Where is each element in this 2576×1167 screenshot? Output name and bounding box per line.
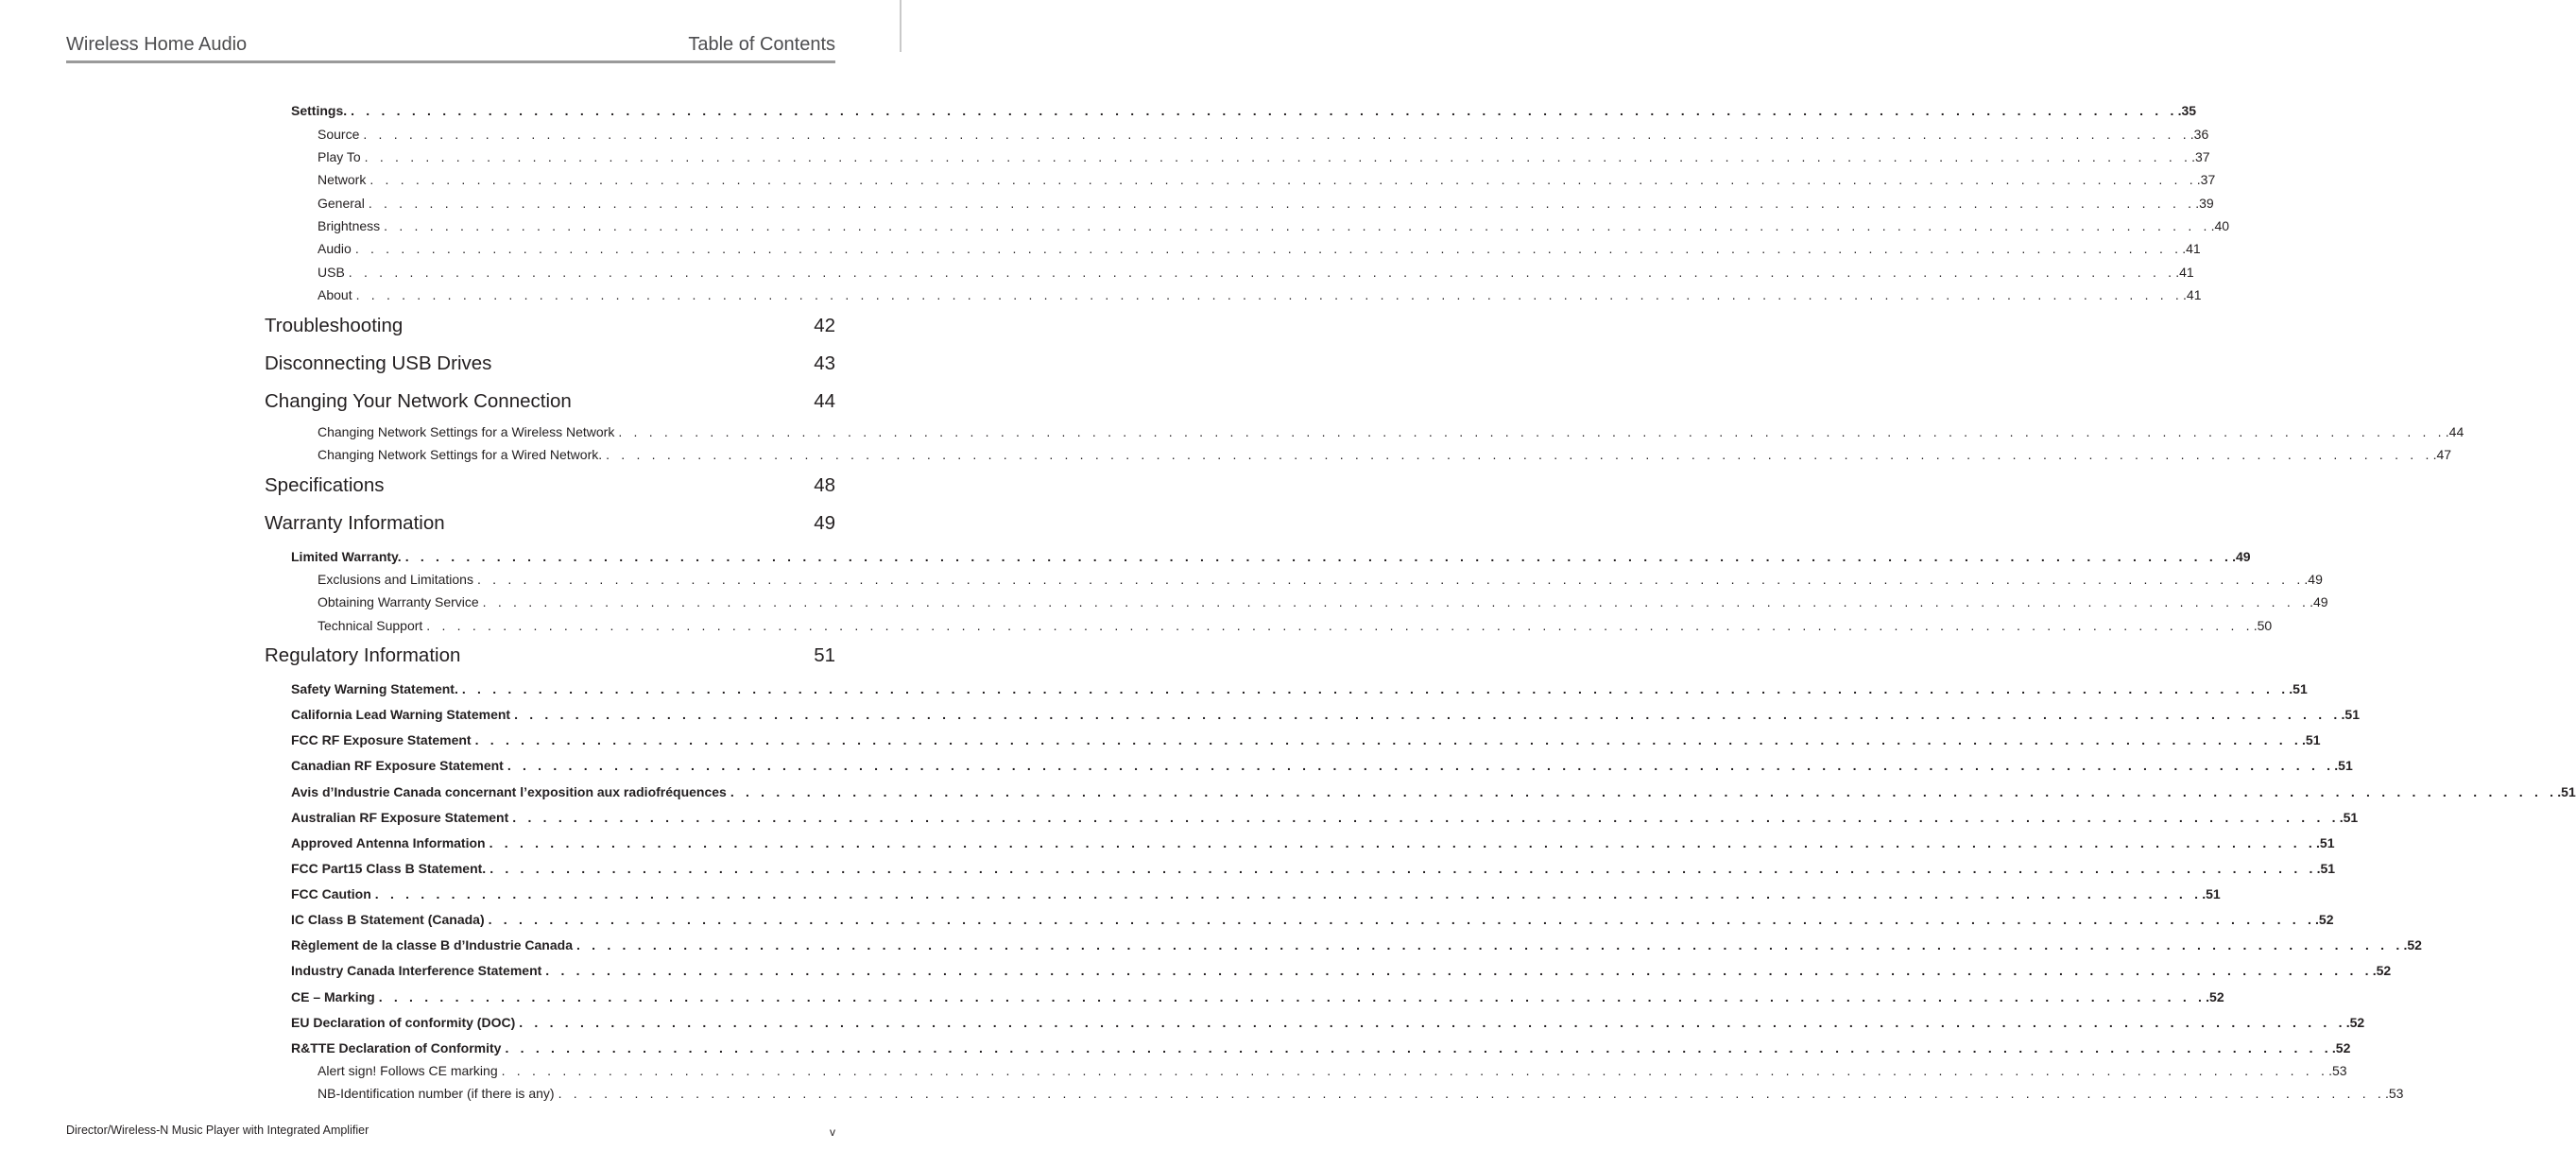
toc-entry-page: .51 bbox=[2339, 810, 2359, 825]
toc-entry-page: 49 bbox=[814, 512, 835, 534]
toc-dot-leader: . . . . . . . . . . . . . . . . . . . . . . . . . . . . . . . . . . . . . . . . . . . . . . . . . . . . . . . . . . . . . . . . . . . . . . . . . . . . . . . . . . . . . . . . . . . . . . . . . . . . . . . . . . . . . . . . . . . . . . . . bbox=[474, 732, 2303, 747]
toc-subsection-entry[interactable] bbox=[318, 241, 2201, 256]
toc-dot-leader: . . . . . . . . . . . . . . . . . . . . . . . . . . . . . . . . . . . . . . . . . . . . . . . . . . . . . . . . . . . . . . . . . . . . . . . . . . . . . . . . . . . . . . . . . . . . . . . . . . . . . . . . . . . . . . . . . . . . . . . . bbox=[730, 784, 2558, 799]
toc-subsection-entry[interactable] bbox=[318, 618, 2273, 633]
document-title: Wireless Home Audio bbox=[66, 34, 248, 55]
page-edge-mark bbox=[900, 0, 902, 52]
toc-dot-leader: . . . . . . . . . . . . . . . . . . . . . . . . . . . . . . . . . . . . . . . . . . . . . . . . . . . . . . . . . . . . . . . . . . . . . . . . . . . . . . . . . . . . . . . . . . . . . . . . . . . . . . . . . . . . . . . . . . . . . . . . bbox=[482, 594, 2310, 609]
toc-entry-title: Specifications bbox=[265, 474, 385, 496]
toc-section-entry[interactable] bbox=[291, 886, 2221, 901]
toc-entry-title: About bbox=[318, 287, 352, 302]
toc-entry-title: FCC RF Exposure Statement bbox=[291, 732, 472, 747]
toc-entry-title: FCC Caution bbox=[291, 886, 371, 901]
toc-entry-page: .52 bbox=[2403, 937, 2422, 952]
toc-entry-page: .51 bbox=[2557, 784, 2576, 799]
toc-entry-page: 42 bbox=[814, 315, 835, 336]
toc-entry-title: Network bbox=[318, 172, 367, 187]
toc-entry-page: 44 bbox=[814, 390, 835, 412]
toc-entry-title: Changing Network Settings for a Wired Network. bbox=[318, 447, 603, 462]
toc-entry-page: .51 bbox=[2202, 886, 2221, 901]
toc-entry-page: .51 bbox=[2341, 707, 2360, 722]
toc-subsection-entry[interactable] bbox=[318, 287, 2202, 302]
toc-dot-leader: . . . . . . . . . . . . . . . . . . . . . . . . . . . . . . . . . . . . . . . . . . . . . . . . . . . . . . . . . . . . . . . . . . . . . . . . . . . . . . . . . . . . . . . . . . . . . . . . . . . . . . . . . . . . . . . . . . . . . . . . bbox=[351, 103, 2178, 118]
toc-dot-leader: . . . . . . . . . . . . . . . . . . . . . . . . . . . . . . . . . . . . . . . . . . . . . . . . . . . . . . . . . . . . . . . . . . . . . . . . . . . . . . . . . . . . . . . . . . . . . . . . . . . . . . . . . . . . . . . . . . . . . . . . bbox=[404, 549, 2233, 564]
toc-entry-page: .52 bbox=[2315, 912, 2334, 927]
toc-entry-page: .53 bbox=[2328, 1063, 2347, 1078]
toc-dot-leader: . . . . . . . . . . . . . . . . . . . . . . . . . . . . . . . . . . . . . . . . . . . . . . . . . . . . . . . . . . . . . . . . . . . . . . . . . . . . . . . . . . . . . . . . . . . . . . . . . . . . . . . . . . . . . . . . . . . . . . . . bbox=[369, 172, 2197, 187]
toc-subsection-entry[interactable] bbox=[318, 594, 2328, 609]
toc-entry-title: Alert sign! Follows CE marking bbox=[318, 1063, 498, 1078]
toc-section-entry[interactable] bbox=[291, 784, 2576, 799]
toc-section-entry[interactable] bbox=[291, 103, 2197, 118]
toc-subsection-entry[interactable] bbox=[318, 265, 2194, 280]
toc-dot-leader: . . . . . . . . . . . . . . . . . . . . . . . . . . . . . . . . . . . . . . . . . . . . . . . . . . . . . . . . . . . . . . . . . . . . . . . . . . . . . . . . . . . . . . . . . . . . . . . . . . . . . . . . . . . . . . . . . . . . . . . . bbox=[558, 1086, 2385, 1101]
toc-entry-title: General bbox=[318, 196, 365, 211]
toc-entry-title: Brightness bbox=[318, 218, 381, 233]
toc-section-entry[interactable] bbox=[291, 1040, 2351, 1055]
toc-entry-title: R&TTE Declaration of Conformity bbox=[291, 1040, 502, 1055]
toc-section-entry[interactable] bbox=[291, 861, 2336, 876]
toc-entry-title: Limited Warranty. bbox=[291, 549, 402, 564]
toc-dot-leader: . . . . . . . . . . . . . . . . . . . . . . . . . . . . . . . . . . . . . . . . . . . . . . . . . . . . . . . . . . . . . . . . . . . . . . . . . . . . . . . . . . . . . . . . . . . . . . . . . . . . . . . . . . . . . . . . . . . . . . . . bbox=[545, 963, 2373, 978]
toc-subsection-entry[interactable] bbox=[318, 424, 2464, 439]
toc-section-entry[interactable] bbox=[291, 963, 2392, 978]
toc-entry-title: Audio bbox=[318, 241, 352, 256]
toc-entry-page: .51 bbox=[2289, 681, 2308, 696]
toc-entry-page: .52 bbox=[2331, 1040, 2351, 1055]
toc-dot-leader: . . . . . . . . . . . . . . . . . . . . . . . . . . . . . . . . . . . . . . . . . . . . . . . . . . . . . . . . . . . . . . . . . . . . . . . . . . . . . . . . . . . . . . . . . . . . . . . . . . . . . . . . . . . . . . . . . . . . . . . . bbox=[461, 681, 2290, 696]
toc-subsection-entry[interactable] bbox=[318, 172, 2216, 187]
toc-dot-leader: . . . . . . . . . . . . . . . . . . . . . . . . . . . . . . . . . . . . . . . . . . . . . . . . . . . . . . . . . . . . . . . . . . . . . . . . . . . . . . . . . . . . . . . . . . . . . . . . . . . . . . . . . . . . . . . . . . . . . . . . bbox=[501, 1063, 2329, 1078]
toc-entry-page: .41 bbox=[2175, 265, 2194, 280]
toc-entry-title: Règlement de la classe B d’Industrie Canada bbox=[291, 937, 573, 952]
toc-entry-title: EU Declaration of conformity (DOC) bbox=[291, 1015, 516, 1030]
toc-dot-leader: . . . . . . . . . . . . . . . . . . . . . . . . . . . . . . . . . . . . . . . . . . . . . . . . . . . . . . . . . . . . . . . . . . . . . . . . . . . . . . . . . . . . . . . . . . . . . . . . . . . . . . . . . . . . . . . . . . . . . . . . bbox=[519, 1015, 2346, 1030]
toc-entry-title: Avis d’Industrie Canada concernant l’exposition aux radiofréquences bbox=[291, 784, 727, 799]
toc-dot-leader: . . . . . . . . . . . . . . . . . . . . . . . . . . . . . . . . . . . . . . . . . . . . . . . . . . . . . . . . . . . . . . . . . . . . . . . . . . . . . . . . . . . . . . . . . . . . . . . . . . . . . . . . . . . . . . . . . . . . . . . . bbox=[576, 937, 2404, 952]
toc-entry-page: .44 bbox=[2445, 424, 2464, 439]
toc-entry-page: .52 bbox=[2206, 989, 2224, 1004]
toc-dot-leader: . . . . . . . . . . . . . . . . . . . . . . . . . . . . . . . . . . . . . . . . . . . . . . . . . . . . . . . . . . . . . . . . . . . . . . . . . . . . . . . . . . . . . . . . . . . . . . . . . . . . . . . . . . . . . . . . . . . . . . . . bbox=[505, 1040, 2332, 1055]
page-header bbox=[66, 34, 835, 60]
toc-section-entry[interactable] bbox=[291, 912, 2334, 927]
toc-section-entry[interactable] bbox=[291, 1015, 2365, 1030]
toc-entry-title: USB bbox=[318, 265, 345, 280]
toc-entry-title: Warranty Information bbox=[265, 512, 445, 534]
toc-entry-page: .36 bbox=[2190, 127, 2209, 142]
toc-entry-page: .39 bbox=[2195, 196, 2214, 211]
toc-subsection-entry[interactable] bbox=[318, 1063, 2347, 1078]
toc-section-entry[interactable] bbox=[291, 937, 2422, 952]
toc-entry-page: 48 bbox=[814, 474, 835, 496]
toc-section-entry[interactable] bbox=[291, 835, 2335, 850]
toc-entry-title: Technical Support bbox=[318, 618, 423, 633]
toc-entry-title: NB-Identification number (if there is any) bbox=[318, 1086, 555, 1101]
toc-entry-title: Source bbox=[318, 127, 360, 142]
toc-section-entry[interactable] bbox=[291, 758, 2353, 773]
toc-subsection-entry[interactable] bbox=[318, 149, 2210, 164]
header-divider bbox=[66, 60, 835, 63]
toc-dot-leader: . . . . . . . . . . . . . . . . . . . . . . . . . . . . . . . . . . . . . . . . . . . . . . . . . . . . . . . . . . . . . . . . . . . . . . . . . . . . . . . . . . . . . . . . . . . . . . . . . . . . . . . . . . . . . . . . . . . . . . . . bbox=[512, 810, 2340, 825]
toc-entry-title: California Lead Warning Statement bbox=[291, 707, 511, 722]
toc-section-entry[interactable] bbox=[291, 989, 2224, 1004]
toc-entry-title: Regulatory Information bbox=[265, 644, 461, 666]
toc-entry-page: .51 bbox=[2316, 835, 2335, 850]
section-title: Table of Contents bbox=[688, 34, 835, 55]
toc-subsection-entry[interactable] bbox=[318, 196, 2214, 211]
toc-dot-leader: . . . . . . . . . . . . . . . . . . . . . . . . . . . . . . . . . . . . . . . . . . . . . . . . . . . . . . . . . . . . . . . . . . . . . . . . . . . . . . . . . . . . . . . . . . . . . . . . . . . . . . . . . . . . . . . . . . . . . . . . bbox=[514, 707, 2342, 722]
footer-product-name: Director/Wireless-N Music Player with Integrated Amplifier bbox=[66, 1124, 369, 1137]
toc-dot-leader: . . . . . . . . . . . . . . . . . . . . . . . . . . . . . . . . . . . . . . . . . . . . . . . . . . . . . . . . . . . . . . . . . . . . . . . . . . . . . . . . . . . . . . . . . . . . . . . . . . . . . . . . . . . . . . . . . . . . . . . . bbox=[355, 287, 2184, 302]
toc-dot-leader: . . . . . . . . . . . . . . . . . . . . . . . . . . . . . . . . . . . . . . . . . . . . . . . . . . . . . . . . . . . . . . . . . . . . . . . . . . . . . . . . . . . . . . . . . . . . . . . . . . . . . . . . . . . . . . . . . . . . . . . . bbox=[476, 572, 2305, 587]
toc-dot-leader: . . . . . . . . . . . . . . . . . . . . . . . . . . . . . . . . . . . . . . . . . . . . . . . . . . . . . . . . . . . . . . . . . . . . . . . . . . . . . . . . . . . . . . . . . . . . . . . . . . . . . . . . . . . . . . . . . . . . . . . . bbox=[364, 149, 2192, 164]
toc-chapter-entry[interactable] bbox=[265, 474, 835, 497]
toc-dot-leader: . . . . . . . . . . . . . . . . . . . . . . . . . . . . . . . . . . . . . . . . . . . . . . . . . . . . . . . . . . . . . . . . . . . . . . . . . . . . . . . . . . . . . . . . . . . . . . . . . . . . . . . . . . . . . . . . . . . . . . . . bbox=[374, 886, 2203, 901]
toc-entry-title: Obtaining Warranty Service bbox=[318, 594, 479, 609]
toc-entry-title: Safety Warning Statement. bbox=[291, 681, 458, 696]
toc-dot-leader: . . . . . . . . . . . . . . . . . . . . . . . . . . . . . . . . . . . . . . . . . . . . . . . . . . . . . . . . . . . . . . . . . . . . . . . . . . . . . . . . . . . . . . . . . . . . . . . . . . . . . . . . . . . . . . . . . . . . . . . . bbox=[488, 912, 2316, 927]
toc-entry-title: Play To bbox=[318, 149, 361, 164]
toc-entry-title: Canadian RF Exposure Statement bbox=[291, 758, 504, 773]
toc-dot-leader: . . . . . . . . . . . . . . . . . . . . . . . . . . . . . . . . . . . . . . . . . . . . . . . . . . . . . . . . . . . . . . . . . . . . . . . . . . . . . . . . . . . . . . . . . . . . . . . . . . . . . . . . . . . . . . . . . . . . . . . . bbox=[489, 861, 2317, 876]
toc-entry-title: Changing Network Settings for a Wireless Network bbox=[318, 424, 615, 439]
toc-entry-page: .37 bbox=[2196, 172, 2216, 187]
toc-entry-page: .51 bbox=[2302, 732, 2321, 747]
toc-entry-page: .49 bbox=[2304, 572, 2323, 587]
toc-section-entry[interactable] bbox=[291, 732, 2321, 747]
toc-chapter-entry[interactable] bbox=[265, 315, 835, 337]
toc-dot-leader: . . . . . . . . . . . . . . . . . . . . . . . . . . . . . . . . . . . . . . . . . . . . . . . . . . . . . . . . . . . . . . . . . . . . . . . . . . . . . . . . . . . . . . . . . . . . . . . . . . . . . . . . . . . . . . . . . . . . . . . . bbox=[384, 218, 2211, 233]
toc-entry-title: Changing Your Network Connection bbox=[265, 390, 572, 412]
toc-section-entry[interactable] bbox=[291, 707, 2360, 722]
toc-dot-leader: . . . . . . . . . . . . . . . . . . . . . . . . . . . . . . . . . . . . . . . . . . . . . . . . . . . . . . . . . . . . . . . . . . . . . . . . . . . . . . . . . . . . . . . . . . . . . . . . . . . . . . . . . . . . . . . . . . . . . . . . bbox=[507, 758, 2335, 773]
toc-entry-page: .37 bbox=[2191, 149, 2210, 164]
toc-dot-leader: . . . . . . . . . . . . . . . . . . . . . . . . . . . . . . . . . . . . . . . . . . . . . . . . . . . . . . . . . . . . . . . . . . . . . . . . . . . . . . . . . . . . . . . . . . . . . . . . . . . . . . . . . . . . . . . . . . . . . . . . bbox=[363, 127, 2190, 142]
toc-dot-leader: . . . . . . . . . . . . . . . . . . . . . . . . . . . . . . . . . . . . . . . . . . . . . . . . . . . . . . . . . . . . . . . . . . . . . . . . . . . . . . . . . . . . . . . . . . . . . . . . . . . . . . . . . . . . . . . . . . . . . . . . bbox=[348, 265, 2176, 280]
toc-entry-title: Exclusions and Limitations bbox=[318, 572, 473, 587]
toc-entry-page: .50 bbox=[2253, 618, 2273, 633]
toc-entry-page: .51 bbox=[2316, 861, 2336, 876]
toc-entry-page: .49 bbox=[2232, 549, 2251, 564]
toc-entry-title: FCC Part15 Class B Statement. bbox=[291, 861, 487, 876]
toc-dot-leader: . . . . . . . . . . . . . . . . . . . . . . . . . . . . . . . . . . . . . . . . . . . . . . . . . . . . . . . . . . . . . . . . . . . . . . . . . . . . . . . . . . . . . . . . . . . . . . . . . . . . . . . . . . . . . . . . . . . . . . . . bbox=[618, 424, 2446, 439]
toc-entry-title: Disconnecting USB Drives bbox=[265, 352, 492, 374]
footer-page-number: v bbox=[830, 1125, 835, 1139]
toc-entry-page: 51 bbox=[814, 644, 835, 666]
toc-dot-leader: . . . . . . . . . . . . . . . . . . . . . . . . . . . . . . . . . . . . . . . . . . . . . . . . . . . . . . . . . . . . . . . . . . . . . . . . . . . . . . . . . . . . . . . . . . . . . . . . . . . . . . . . . . . . . . . . . . . . . . . . bbox=[606, 447, 2433, 462]
toc-entry-title: Industry Canada Interference Statement bbox=[291, 963, 542, 978]
toc-entry-title: CE – Marking bbox=[291, 989, 375, 1004]
toc-chapter-entry[interactable] bbox=[265, 352, 835, 375]
toc-subsection-entry[interactable] bbox=[318, 127, 2209, 142]
toc-entry-page: .41 bbox=[2182, 241, 2201, 256]
toc-entry-page: .47 bbox=[2432, 447, 2452, 462]
toc-entry-page: .51 bbox=[2334, 758, 2353, 773]
toc-entry-page: .52 bbox=[2345, 1015, 2365, 1030]
toc-entry-page: .52 bbox=[2372, 963, 2392, 978]
toc-subsection-entry[interactable] bbox=[318, 218, 2230, 233]
toc-entry-page: .53 bbox=[2385, 1086, 2404, 1101]
toc-entry-title: Australian RF Exposure Statement bbox=[291, 810, 509, 825]
toc-entry-title: Settings. bbox=[291, 103, 348, 118]
toc-entry-page: 43 bbox=[814, 352, 835, 374]
toc-entry-title: IC Class B Statement (Canada) bbox=[291, 912, 485, 927]
toc-entry-page: .35 bbox=[2177, 103, 2197, 118]
toc-chapter-entry[interactable] bbox=[265, 512, 835, 535]
toc-section-entry[interactable] bbox=[291, 810, 2359, 825]
toc-subsection-entry[interactable] bbox=[318, 1086, 2404, 1101]
toc-section-entry[interactable] bbox=[291, 681, 2308, 696]
toc-chapter-entry[interactable] bbox=[265, 644, 835, 667]
toc-entry-title: Approved Antenna Information bbox=[291, 835, 486, 850]
toc-entry-page: .49 bbox=[2310, 594, 2328, 609]
toc-chapter-entry[interactable] bbox=[265, 390, 835, 413]
toc-subsection-entry[interactable] bbox=[318, 447, 2452, 462]
toc-section-entry[interactable] bbox=[291, 549, 2251, 564]
toc-entry-page: .40 bbox=[2210, 218, 2230, 233]
toc-dot-leader: . . . . . . . . . . . . . . . . . . . . . . . . . . . . . . . . . . . . . . . . . . . . . . . . . . . . . . . . . . . . . . . . . . . . . . . . . . . . . . . . . . . . . . . . . . . . . . . . . . . . . . . . . . . . . . . . . . . . . . . . bbox=[354, 241, 2183, 256]
toc-entry-title: Troubleshooting bbox=[265, 315, 404, 336]
toc-dot-leader: . . . . . . . . . . . . . . . . . . . . . . . . . . . . . . . . . . . . . . . . . . . . . . . . . . . . . . . . . . . . . . . . . . . . . . . . . . . . . . . . . . . . . . . . . . . . . . . . . . . . . . . . . . . . . . . . . . . . . . . . bbox=[368, 196, 2196, 211]
toc-entry-page: .41 bbox=[2183, 287, 2202, 302]
toc-subsection-entry[interactable] bbox=[318, 572, 2323, 587]
toc-dot-leader: . . . . . . . . . . . . . . . . . . . . . . . . . . . . . . . . . . . . . . . . . . . . . . . . . . . . . . . . . . . . . . . . . . . . . . . . . . . . . . . . . . . . . . . . . . . . . . . . . . . . . . . . . . . . . . . . . . . . . . . . bbox=[378, 989, 2207, 1004]
toc-dot-leader: . . . . . . . . . . . . . . . . . . . . . . . . . . . . . . . . . . . . . . . . . . . . . . . . . . . . . . . . . . . . . . . . . . . . . . . . . . . . . . . . . . . . . . . . . . . . . . . . . . . . . . . . . . . . . . . . . . . . . . . . bbox=[489, 835, 2317, 850]
toc-dot-leader: . . . . . . . . . . . . . . . . . . . . . . . . . . . . . . . . . . . . . . . . . . . . . . . . . . . . . . . . . . . . . . . . . . . . . . . . . . . . . . . . . . . . . . . . . . . . . . . . . . . . . . . . . . . . . . . . . . . . . . . . bbox=[426, 618, 2254, 633]
